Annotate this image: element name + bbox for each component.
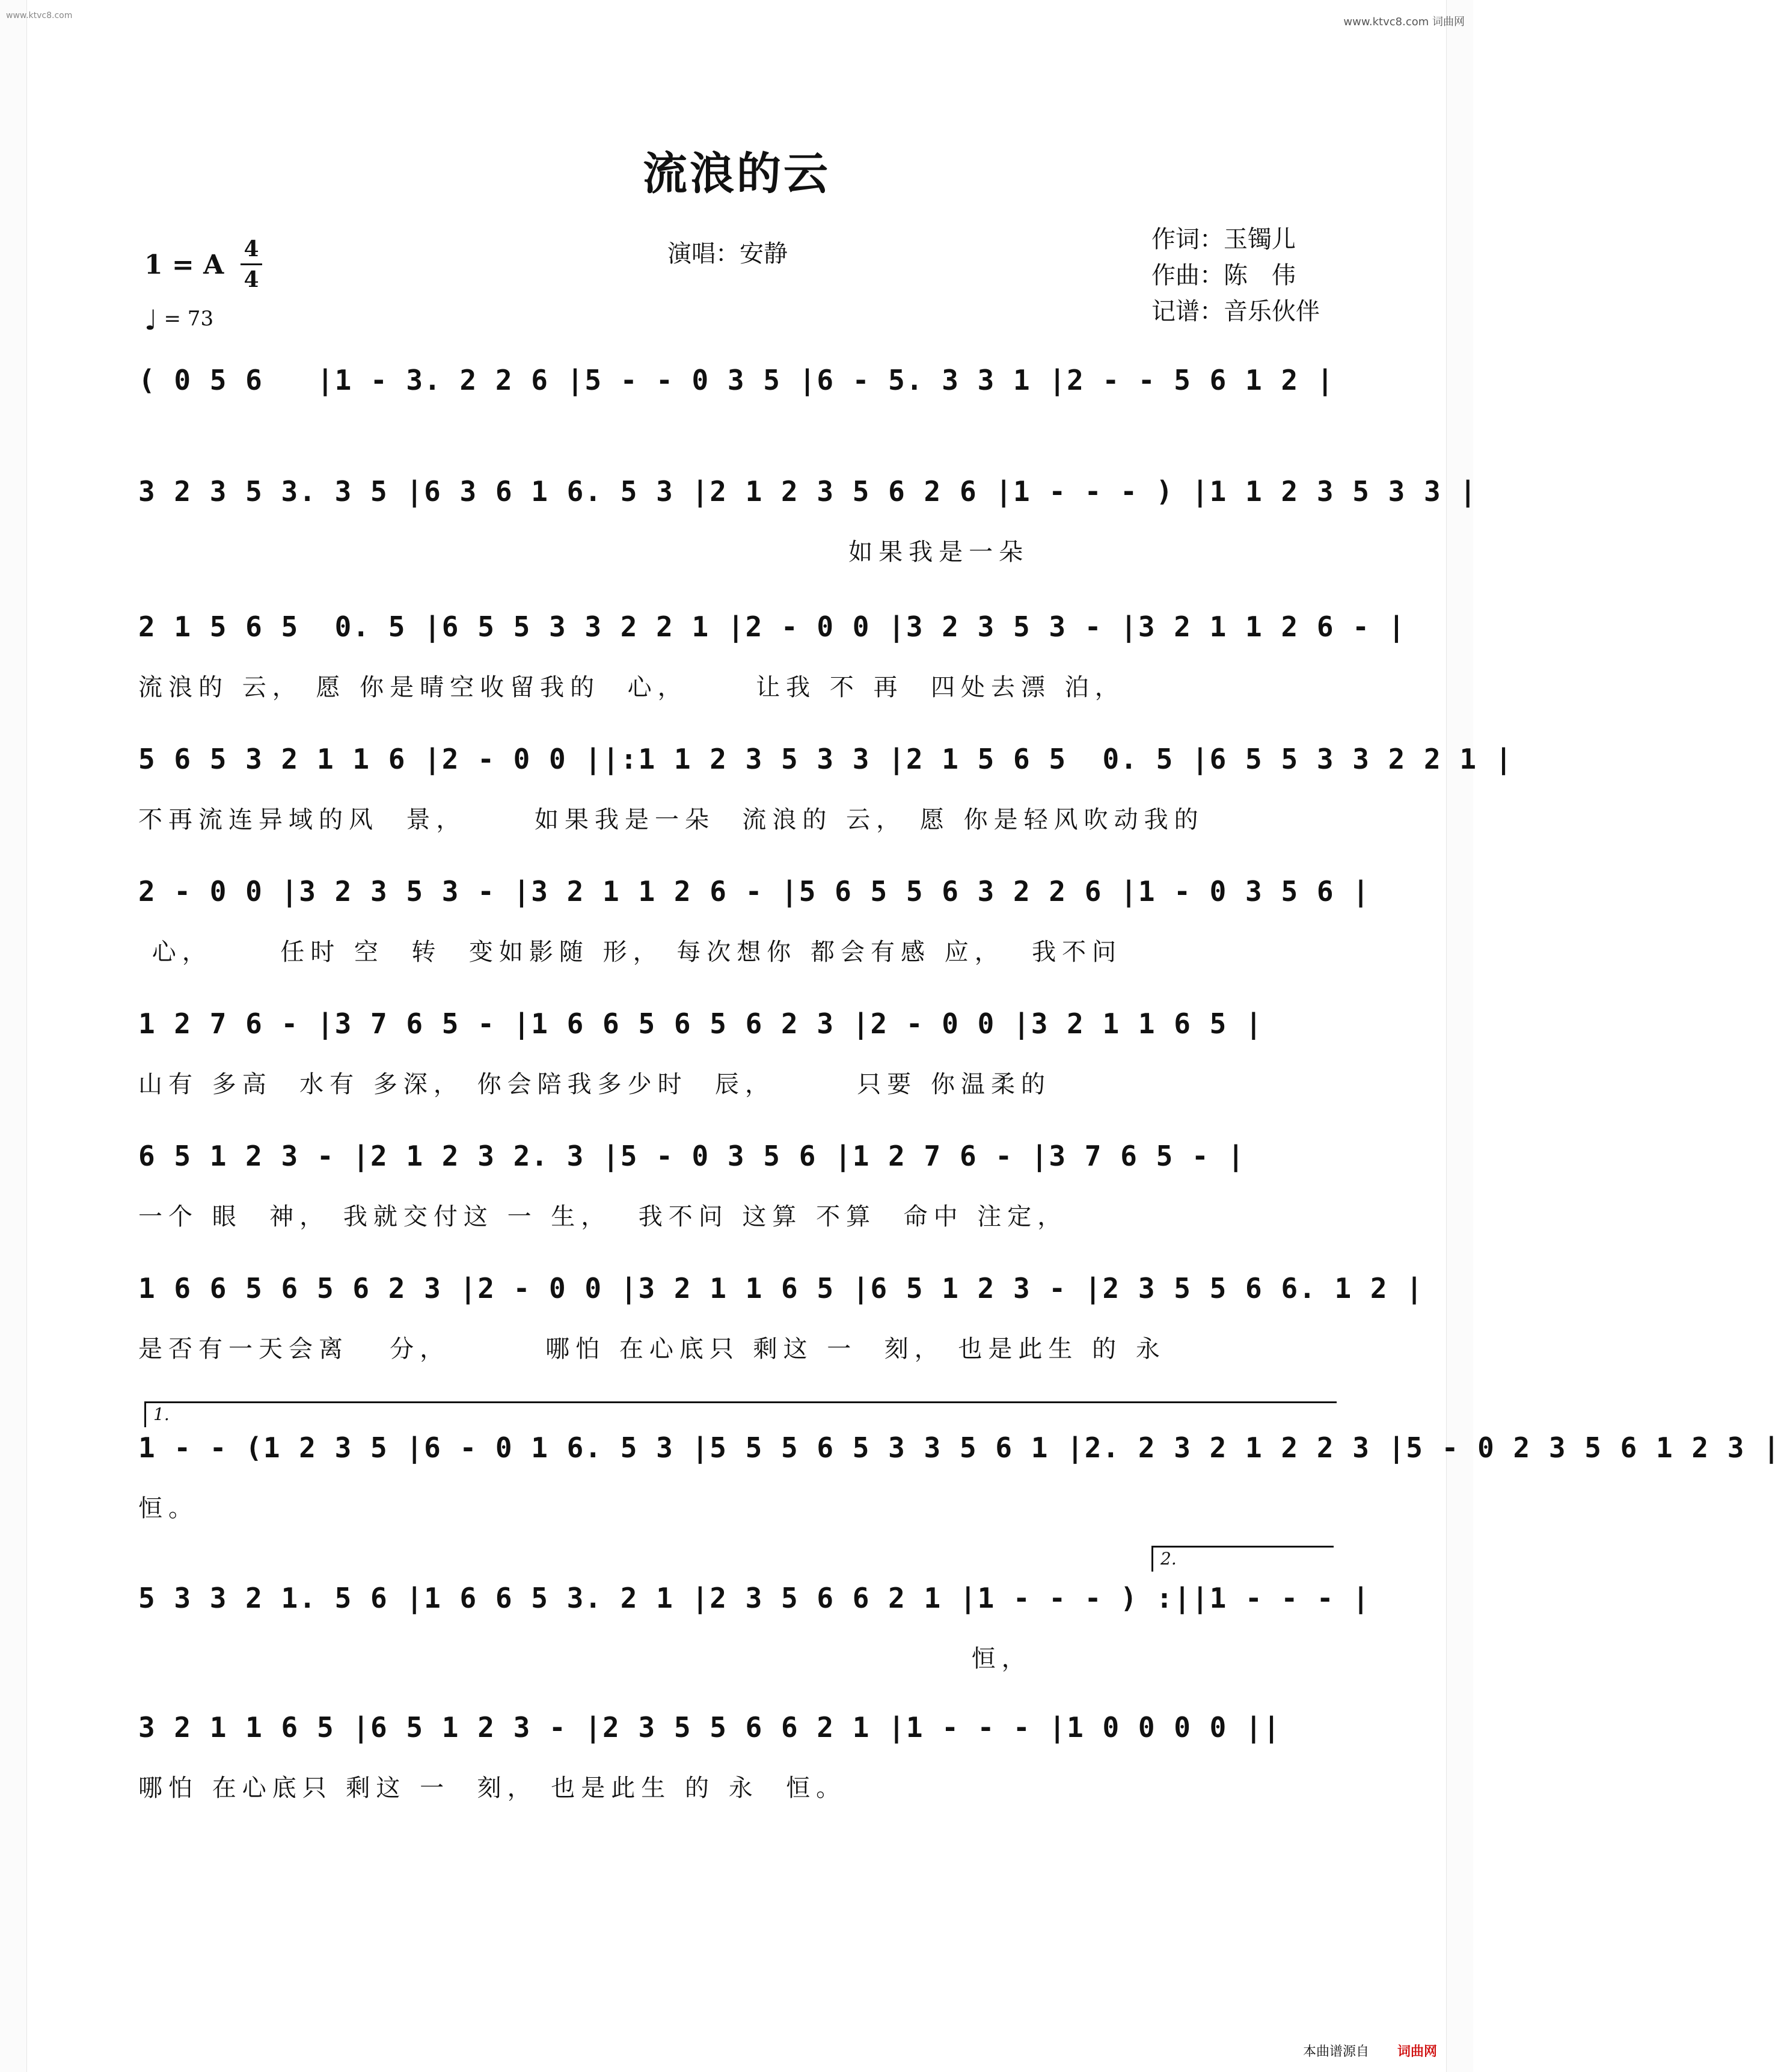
- lyrics: 是否有一天会离 分， 哪怕 在心底只 剩这 一 刻， 也是此生 的 永: [138, 1335, 1166, 1363]
- lyrics: 一个 眼 神， 我就交付这 一 生， 我不问 这算 不算 命中 注定，: [138, 1203, 1068, 1231]
- lyrics: 恒。: [138, 1495, 198, 1522]
- lyrics: 山有 多高 水有 多深， 你会陪我多少时 辰， 只要 你温柔的: [138, 1071, 1052, 1098]
- notation: 2 1 5 6 5 0. 5 |6 5 5 3 3 2 2 1 |2 - 0 0 |3 2 3 5 3 - |3 2 1 1 2 6 - |: [138, 610, 1406, 643]
- notation: 5 6 5 3 2 1 1 6 |2 - 0 0 ||:1 1 2 3 5 3 3 |2 1 5 6 5 0. 5 |6 5 5 3 3 2 2 1 |: [138, 743, 1513, 775]
- song-title: 流浪的云: [643, 148, 830, 200]
- time-signature: [241, 236, 262, 293]
- volta-1-label: 1.: [153, 1404, 170, 1424]
- footer: [1303, 2041, 1437, 2060]
- site-left: www.ktvc8.com: [6, 11, 73, 20]
- notation: 2 - 0 0 |3 2 3 5 3 - |3 2 1 1 2 6 - |5 6 5 5 6 3 2 2 6 |1 - 0 3 5 6 |: [138, 875, 1370, 908]
- right-margin: [1446, 0, 1473, 2072]
- notation: 1 6 6 5 6 5 6 2 3 |2 - 0 0 |3 2 1 1 6 5 |6 5 1 2 3 - |2 3 5 5 6 6. 1 2 |: [138, 1272, 1424, 1305]
- meter-top: 4: [244, 236, 259, 262]
- notation: 3 2 3 5 3. 3 5 |6 3 6 1 6. 5 3 |2 1 2 3 5 6 2 6 |1 - - - ) |1 1 2 3 5 3 3 |: [138, 475, 1478, 508]
- top-strip: [0, 0, 1473, 36]
- meter-divider: [241, 263, 262, 265]
- tempo-value: = 73: [164, 307, 214, 331]
- lyrics: 哪怕 在心底只 剩这 一 刻， 也是此生 的 永 恒。: [138, 1774, 847, 1802]
- singer: 演唱：安静: [667, 240, 788, 268]
- footer-logo: 词曲网: [1397, 2044, 1437, 2059]
- lyricist: 作词：玉镯儿: [1151, 226, 1296, 253]
- transcriber: 记谱：音乐伙伴: [1151, 298, 1320, 325]
- quarter-note-icon: ♩: [144, 304, 158, 336]
- composer: 作曲：陈 伟: [1151, 262, 1296, 289]
- volta-2-bracket: [1151, 1546, 1334, 1572]
- notation: ( 0 5 6 |1 - 3. 2 2 6 |5 - - 0 3 5 |6 - 5. 3 3 1 |2 - - 5 6 1 2 |: [138, 364, 1335, 396]
- key-signature: 1 = A: [144, 250, 224, 280]
- lyrics: 心， 任时 空 转 变如影随 形， 每次想你 都会有感 应， 我不问: [138, 938, 1123, 966]
- credits: [1151, 221, 1320, 330]
- lyrics: 如果我是一朵: [138, 538, 1029, 566]
- notation: 1 2 7 6 - |3 7 6 5 - |1 6 6 5 6 5 6 2 3 |2 - 0 0 |3 2 1 1 6 5 |: [138, 1007, 1263, 1040]
- lyrics: 流浪的 云， 愿 你是晴空收留我的 心， 让我 不 再 四处去漂 泊，: [138, 674, 1125, 701]
- meter-bottom: 4: [244, 267, 259, 292]
- site-right: www.ktvc8.com 词曲网: [1343, 16, 1465, 28]
- volta-1-bracket: [144, 1401, 1337, 1427]
- notation: 6 5 1 2 3 - |2 1 2 3 2. 3 |5 - 0 3 5 6 |1 2 7 6 - |3 7 6 5 - |: [138, 1140, 1246, 1172]
- tempo-mark: [144, 304, 213, 336]
- notation: 1 - - (1 2 3 5 |6 - 0 1 6. 5 3 |5 5 5 6 5 3 3 5 6 1 |2. 2 3 2 1 2 2 3 |5 - 0 2 3 5 6 1 2 3 |: [138, 1431, 1781, 1464]
- lyrics: 不再流连异域的风 景， 如果我是一朵 流浪的 云， 愿 你是轻风吹动我的: [138, 806, 1204, 834]
- lyrics: 恒，: [138, 1645, 1032, 1673]
- footer-source: 本曲谱源自: [1302, 2044, 1369, 2059]
- notation: 3 2 1 1 6 5 |6 5 1 2 3 - |2 3 5 5 6 6 2 1 |1 - - - |1 0 0 0 0 ||: [138, 1711, 1281, 1744]
- notation: 5 3 3 2 1. 5 6 |1 6 6 5 3. 2 1 |2 3 5 6 6 2 1 |1 - - - ) :||1 - - - |: [138, 1582, 1370, 1614]
- left-margin: [0, 0, 27, 2072]
- volta-2-label: 2.: [1160, 1549, 1177, 1569]
